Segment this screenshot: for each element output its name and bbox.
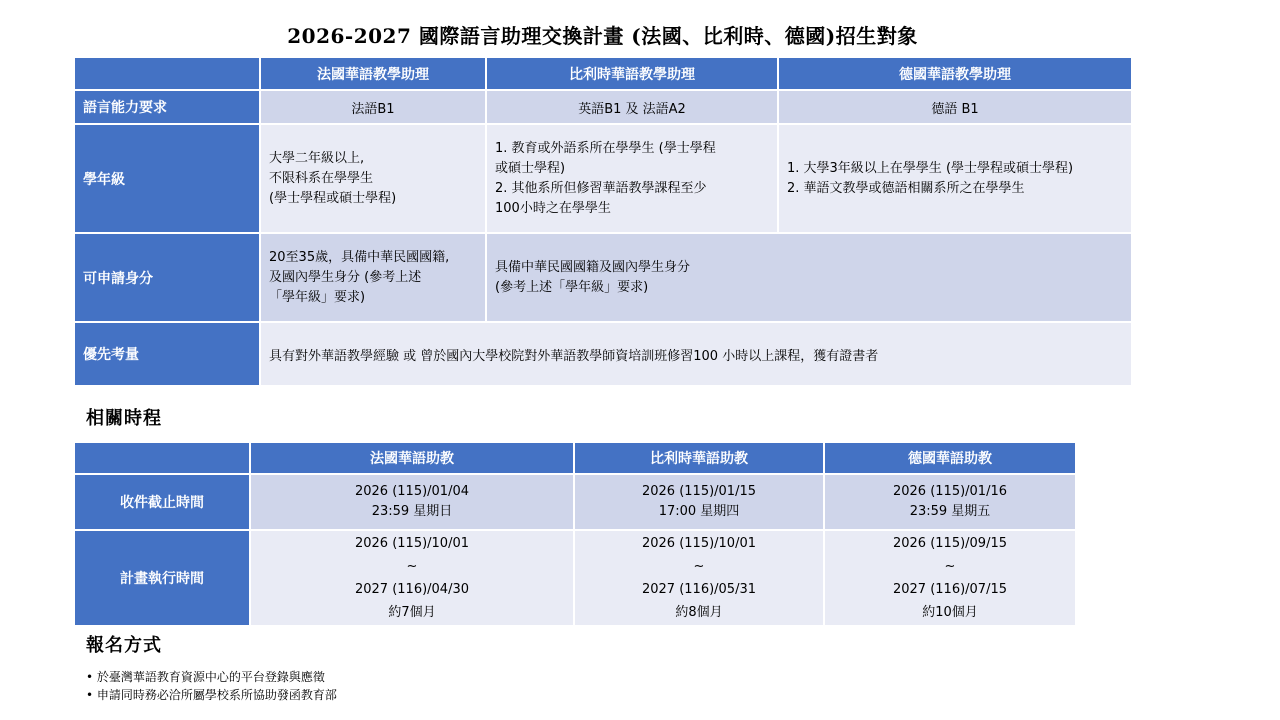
row-label-identity: 可申請身分 — [74, 233, 260, 322]
row-label-language: 語言能力要求 — [74, 90, 260, 124]
row-label-priority: 優先考量 — [74, 322, 260, 386]
schedule-row-period — [74, 530, 1076, 626]
schedule-header-empty — [74, 442, 250, 474]
table-row-identity — [74, 233, 1132, 322]
header-empty — [74, 57, 260, 90]
schedule-header-france: 法國華語助教 — [250, 442, 574, 474]
page-title: 2026-2027 國際語言助理交換計畫 (法國、比利時、德國)招生對象 — [287, 24, 918, 48]
schedule-header-row — [74, 442, 1076, 474]
schedule-header-germany: 德國華語助教 — [824, 442, 1076, 474]
table-row-priority — [74, 322, 1132, 386]
cell-language-belgium: 英語B1 及 法語A2 — [486, 90, 778, 124]
cell-language-germany: 德語 B1 — [778, 90, 1132, 124]
apply-title: 報名方式 — [86, 635, 162, 656]
cell-identity-france: 20至35歲，具備中華民國國籍, 及國內學生身分 (參考上述 「學年級」要求) — [260, 233, 486, 322]
row-label-deadline: 收件截止時間 — [74, 474, 250, 530]
apply-bullet: • 於臺灣華語教育資源中心的平台登錄與應徵 — [86, 670, 325, 684]
cell-deadline-germany: 2026 (115)/01/16 23:59 星期五 — [824, 474, 1076, 530]
schedule-header-belgium: 比利時華語助教 — [574, 442, 824, 474]
row-label-year: 學年級 — [74, 124, 260, 233]
cell-year-france: 大學二年級以上, 不限科系在學學生 (學士學程或碩士學程) — [260, 124, 486, 233]
cell-year-belgium: 1. 教育或外語系所在學學生 (學士學程 或碩士學程) 2. 其他系所但修習華語教學課程至少 100小時之在學學生 — [486, 124, 778, 233]
schedule-table — [73, 441, 1077, 627]
table-row-year — [74, 124, 1132, 233]
header-belgium: 比利時華語教學助理 — [486, 57, 778, 90]
cell-period-germany: 2026 (115)/09/15 ~ 2027 (116)/07/15 約10個月 — [824, 530, 1076, 626]
apply-bullet: • 申請同時務必洽所屬學校系所協助發函教育部 — [86, 688, 337, 702]
schedule-title: 相關時程 — [86, 408, 162, 429]
header-france: 法國華語教學助理 — [260, 57, 486, 90]
cell-priority: 具有對外華語教學經驗 或 曾於國內大學校院對外華語教學師資培訓班修習100 小時以上課程，獲有證書者 — [260, 322, 1132, 386]
cell-identity-belgium-germany: 具備中華民國國籍及國內學生身分 (參考上述「學年級」要求) — [486, 233, 1132, 322]
eligibility-table — [73, 56, 1133, 387]
cell-year-germany: 1. 大學3年級以上在學學生 (學士學程或碩士學程) 2. 華語文教學或德語相關系所之在學學生 — [778, 124, 1132, 233]
cell-deadline-france: 2026 (115)/01/04 23:59 星期日 — [250, 474, 574, 530]
table-row-language — [74, 90, 1132, 124]
cell-period-france: 2026 (115)/10/01 ~ 2027 (116)/04/30 約7個月 — [250, 530, 574, 626]
row-label-period: 計畫執行時間 — [74, 530, 250, 626]
schedule-row-deadline — [74, 474, 1076, 530]
cell-deadline-belgium: 2026 (115)/01/15 17:00 星期四 — [574, 474, 824, 530]
table-header-row — [74, 57, 1132, 90]
header-germany: 德國華語教學助理 — [778, 57, 1132, 90]
cell-period-belgium: 2026 (115)/10/01 ~ 2027 (116)/05/31 約8個月 — [574, 530, 824, 626]
cell-language-france: 法語B1 — [260, 90, 486, 124]
apply-bullet-list — [86, 668, 337, 704]
